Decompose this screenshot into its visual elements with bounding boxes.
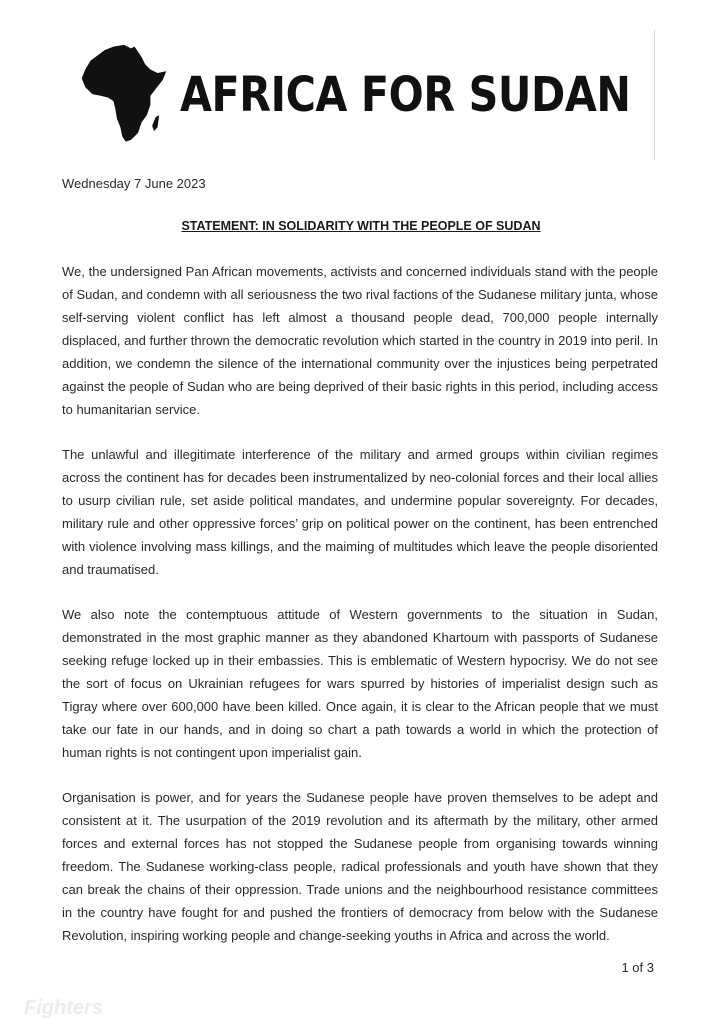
watermark: Fighters <box>24 997 103 1019</box>
statement-body <box>62 260 658 969</box>
brand-title: AFRICA FOR SUDAN <box>180 67 631 123</box>
statement-date: Wednesday 7 June 2023 <box>62 176 206 191</box>
paragraph: Organisation is power, and for years the Sudanese people have proven themselves to be adept and consistent at it. The usurpation of the 2019 revolution and its aftermath by the military, other armed forces and external forces has not stopped the Sudanese people from organising towards winning freedom. The Sudanese working-class people, radical professionals and youth have shown that they can break the chains of their oppression. Trade unions and the neighbourhood resistance committees in the country have fought for and pushed the frontiers of democracy from below with the Sudanese Revolution, inspiring working people and change-seeking youths in Africa and across the world. <box>62 790 658 943</box>
page-number: 1 of 3 <box>621 960 654 975</box>
paragraph: We, the undersigned Pan African movements, activists and concerned individuals stand with the people of Sudan, and condemn with all seriousness the two rival factions of the Sudanese military junta, whose self-serving violent conflict has left almost a thousand people dead, 700,000 people internally displaced, and further thrown the democratic revolution which started in the country in 2019 into peril. In addition, we condemn the silence of the international community over the injustices being perpetrated against the people of Sudan who are being deprived of their basic rights in this period, including access to humanitarian service. <box>62 264 658 417</box>
africa-map-icon <box>80 43 168 147</box>
paragraph: We also note the contemptuous attitude of Western governments to the situation in Sudan, demonstrated in the most graphic manner as they abandoned Khartoum with passports of Sudanese seeking refuge locked up in their embassies. This is emblematic of Western hypocrisy. We do not see the sort of focus on Ukrainian refugees for wars spurred by histories of imperialist design such as Tigray where over 600,000 have been killed. Once again, it is clear to the African people that we must take our fate in our hands, and in doing so chart a path towards a world in which the protection of human rights is not contingent upon imperialist gain. <box>62 607 658 760</box>
letterhead <box>80 40 704 150</box>
paragraph: The unlawful and illegitimate interference of the military and armed groups within civilian regimes across the continent has for decades been instrumentalized by neo-colonial forces and their local allies to usurp civilian rule, set aside political mandates, and undermine popular sovereignty. For decades, military rule and other oppressive forces’ grip on political power on the continent, has been entrenched with violence involving mass killings, and the maiming of multitudes which leave the people disoriented and traumatised. <box>62 447 658 577</box>
statement-title: STATEMENT: IN SOLIDARITY WITH THE PEOPLE OF SUDAN <box>181 219 541 233</box>
